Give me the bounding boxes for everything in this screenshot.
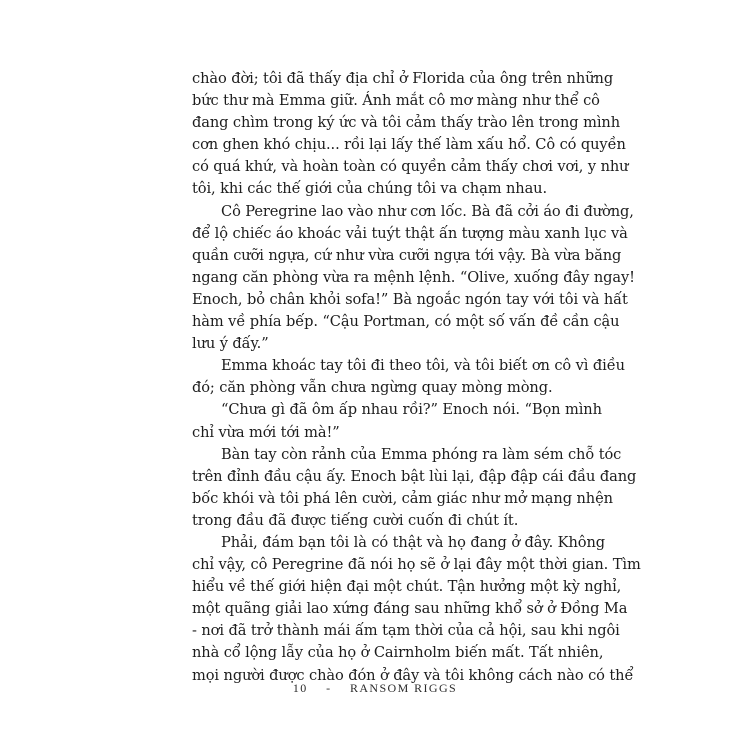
paragraph xyxy=(192,444,637,532)
text-line: trên đỉnh đầu cậu ấy. Enoch bật lùi lại, đập đập cái đầu đang xyxy=(192,467,637,485)
text-line: trong đầu đã được tiếng cười cuốn đi chút ít. xyxy=(192,511,519,529)
text-line: Cô Peregrine lao vào như cơn lốc. Bà đã cởi áo đi đường, xyxy=(221,202,634,220)
text-line: - nơi đã trở thành mái ấm tạm thời của cả hội, sau khi ngôi xyxy=(192,622,620,640)
text-line: “Chưa gì đã ôm ấp nhau rồi?” Enoch nói. “Bọn mình xyxy=(221,401,602,419)
body-text xyxy=(192,68,641,687)
text-line: một quãng giải lao xứng đáng sau những khổ sở ở Đồng Ma xyxy=(192,600,628,618)
page-footer xyxy=(0,681,750,696)
text-line: bốc khói và tôi phá lên cười, cảm giác như mở mạng nhện xyxy=(192,489,613,507)
text-line: hàm về phía bếp. “Cậu Portman, có một số vấn đề cần cậu xyxy=(192,313,620,331)
paragraph xyxy=(192,399,602,443)
text-line: quần cưỡi ngựa, cứ như vừa cưỡi ngựa tới vậy. Bà vừa băng xyxy=(192,246,622,264)
text-line: cơn ghen khó chịu... rồi lại lấy thế làm xấu hổ. Cô có quyền xyxy=(192,136,626,154)
text-line: chỉ vừa mới tới mà!” xyxy=(192,423,340,441)
text-line: đó; căn phòng vẫn chưa ngừng quay mòng mòng. xyxy=(192,379,553,397)
paragraph xyxy=(192,355,625,399)
paragraph xyxy=(192,68,629,201)
text-line: lưu ý đấy.” xyxy=(192,335,269,353)
text-line: chào đời; tôi đã thấy địa chỉ ở Florida của ông trên những xyxy=(192,70,614,87)
page-number: 10 xyxy=(292,681,308,695)
text-line: nhà cổ lộng lẫy của họ ở Cairnholm biến mất. Tất nhiên, xyxy=(192,644,604,662)
text-line: mọi người được chào đón ở đây và tôi không cách nào có thể xyxy=(192,666,634,684)
text-line: Phải, đám bạn tôi là có thật và họ đang ở đây. Không xyxy=(221,533,606,551)
paragraph xyxy=(192,201,635,356)
text-line: bức thư mà Emma giữ. Ánh mắt cô mơ màng như thể cô xyxy=(192,92,600,110)
paragraph xyxy=(192,532,641,687)
text-line: Bàn tay còn rảnh của Emma phóng ra làm sém chỗ tóc xyxy=(221,445,622,463)
text-line: chỉ vậy, cô Peregrine đã nói họ sẽ ở lại đây một thời gian. Tìm xyxy=(192,556,641,574)
running-author: RANSOM RIGGS xyxy=(349,681,458,695)
text-line: Enoch, bỏ chân khỏi sofa!” Bà ngoắc ngón tay với tôi và hất xyxy=(192,290,628,308)
text-line: có quá khứ, và hoàn toàn có quyền cảm thấy chơi vơi, y như xyxy=(192,158,629,176)
text-line: để lộ chiếc áo khoác vải tuýt thật ấn tượng màu xanh lục và xyxy=(192,224,628,242)
footer-separator: - xyxy=(326,681,332,695)
text-line: ngang căn phòng vừa ra mệnh lệnh. “Olive, xuống đây ngay! xyxy=(192,268,635,286)
text-line: hiểu về thế giới hiện đại một chút. Tận hưởng một kỳ nghỉ, xyxy=(192,578,622,596)
text-line: đang chìm trong ký ức và tôi cảm thấy trào lên trong mình xyxy=(192,114,620,132)
text-line: tôi, khi các thế giới của chúng tôi va chạm nhau. xyxy=(192,180,548,198)
text-line: Emma khoác tay tôi đi theo tôi, và tôi biết ơn cô vì điều xyxy=(221,357,625,375)
